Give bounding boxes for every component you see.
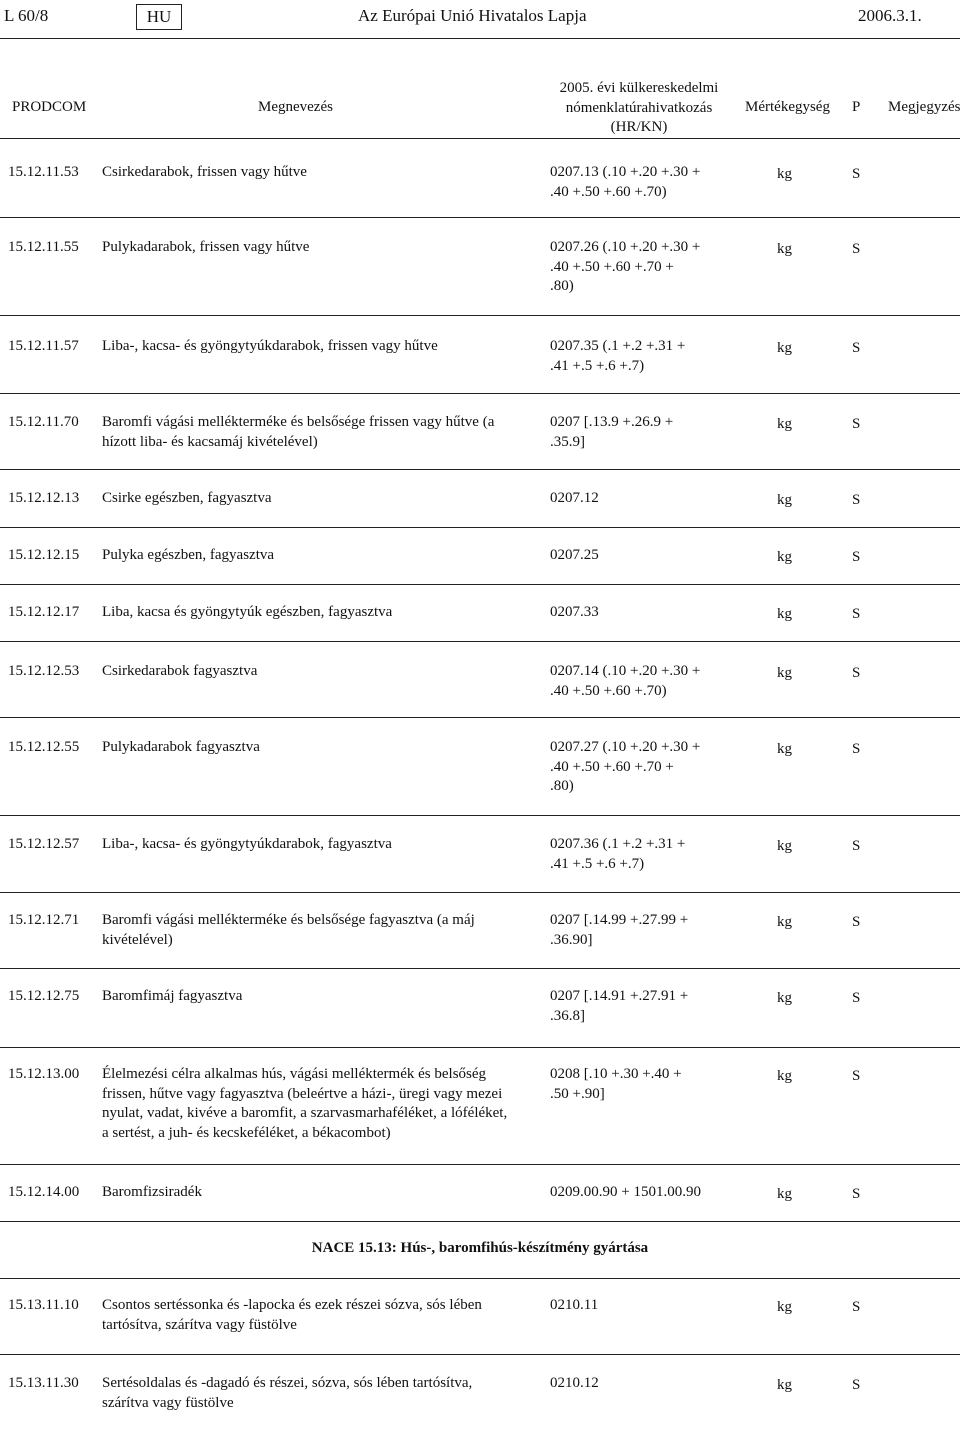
unit-value: kg: [777, 606, 792, 622]
p-value: S: [852, 340, 861, 356]
unit-value: kg: [777, 1299, 792, 1315]
row-divider: [0, 1047, 960, 1048]
unit-value: kg: [777, 665, 792, 681]
description-text: Csirkedarabok, frissen vagy hűtve: [102, 164, 307, 180]
header-divider: [0, 138, 960, 139]
unit-value: kg: [777, 340, 792, 356]
p-value: S: [852, 416, 861, 432]
p-value: S: [852, 914, 861, 930]
hrkn-reference: 0208 [.10 +.30 +.40 +: [550, 1066, 682, 1082]
row-divider: [0, 469, 960, 470]
hrkn-reference: .40 +.50 +.60 +.70 +: [550, 258, 674, 275]
description-text: Pulykadarabok fagyasztva: [102, 739, 260, 755]
column-header-hrkn: 2005. évi külkereskedelmi nómenklatúrahivatkozás (HR/KN): [559, 80, 719, 135]
p-value: S: [852, 166, 861, 182]
description-text: Liba-, kacsa- és gyöngytyúkdarabok, frissen vagy hűtve: [102, 338, 438, 354]
description-text: Liba, kacsa és gyöngytyúk egészben, fagyasztva: [102, 604, 393, 620]
column-header-unit: Mértékegység: [745, 99, 830, 115]
description-text: hízott liba- és kacsamáj kivételével): [102, 433, 318, 450]
p-value: S: [852, 492, 861, 508]
p-value: S: [852, 241, 861, 257]
p-value: S: [852, 549, 861, 565]
column-header-note: Megjegyzés: [888, 99, 960, 115]
row-divider: [0, 641, 960, 642]
hrkn-reference: .36.90]: [550, 931, 593, 948]
hrkn-reference: .35.9]: [550, 433, 585, 450]
prodcom-code: 15.13.11.30: [8, 1375, 79, 1391]
row-divider: [0, 217, 960, 218]
page-reference: L 60/8: [4, 6, 49, 25]
hrkn-reference: 0207 [.14.91 +.27.91 +: [550, 988, 689, 1004]
hrkn-reference: .41 +.5 +.6 +.7): [550, 855, 645, 872]
hrkn-reference: 0207.14 (.10 +.20 +.30 +: [550, 663, 701, 679]
prodcom-code: 15.12.12.13: [8, 490, 80, 506]
hrkn-reference: 0207.35 (.1 +.2 +.31 +: [550, 338, 686, 354]
hrkn-reference: .80): [550, 778, 574, 794]
prodcom-code: 15.12.11.55: [8, 239, 79, 255]
prodcom-code: 15.12.12.57: [8, 836, 80, 852]
unit-value: kg: [777, 990, 792, 1006]
p-value: S: [852, 1186, 861, 1202]
description-text: Élelmezési célra alkalmas hús, vágási melléktermék és belsőség: [102, 1066, 487, 1082]
prodcom-code: 15.12.12.53: [8, 663, 80, 679]
hrkn-reference: .50 +.90]: [550, 1085, 605, 1102]
description-text: Baromfizsiradék: [102, 1184, 202, 1200]
unit-value: kg: [777, 549, 792, 565]
p-value: S: [852, 990, 861, 1006]
hrkn-reference: .41 +.5 +.6 +.7): [550, 357, 645, 374]
row-divider: [0, 968, 960, 969]
description-text: Sertésoldalas és -dagadó és részei, sózva, sós lében tartósítva,: [102, 1375, 473, 1391]
prodcom-code: 15.12.13.00: [8, 1066, 80, 1082]
hrkn-reference: .40 +.50 +.60 +.70 +: [550, 758, 674, 775]
hrkn-reference: 0207 [.14.99 +.27.99 +: [550, 912, 689, 928]
journal-title: Az Európai Unió Hivatalos Lapja: [358, 6, 587, 25]
description-text: szárítva vagy füstölve: [102, 1394, 234, 1411]
p-value: S: [852, 1068, 861, 1084]
row-divider: [0, 717, 960, 718]
unit-value: kg: [777, 741, 792, 757]
hrkn-reference: 0210.12: [550, 1375, 599, 1391]
row-divider: [0, 527, 960, 528]
unit-value: kg: [777, 166, 792, 182]
row-divider: [0, 584, 960, 585]
section-title: NACE 15.13: Hús-, baromfihús-készítmény gyártása: [311, 1240, 649, 1256]
hrkn-reference: .80): [550, 278, 574, 294]
description-text: Pulyka egészben, fagyasztva: [102, 547, 275, 563]
hrkn-reference: 0207.27 (.10 +.20 +.30 +: [550, 739, 701, 755]
prodcom-code: 15.12.12.75: [8, 988, 80, 1004]
description-text: Baromfi vágási mellékterméke és belsősége frissen vagy hűtve (a: [102, 414, 495, 430]
hrkn-reference: 0209.00.90 + 1501.00.90: [550, 1184, 701, 1200]
description-text: Csirke egészben, fagyasztva: [102, 490, 272, 506]
row-divider: [0, 1164, 960, 1165]
description-text: Baromfimáj fagyasztva: [102, 988, 243, 1004]
description-text: a sertést, a juh- és kecskeféléket, a békacombot): [102, 1124, 391, 1141]
row-divider: [0, 1354, 960, 1355]
description-text: Pulykadarabok, frissen vagy hűtve: [102, 239, 310, 255]
unit-value: kg: [777, 838, 792, 854]
description-text: frissen, hűtve vagy fagyasztva (beleértve a házi-, üregi vagy mezei: [102, 1085, 503, 1102]
hrkn-reference: 0210.11: [550, 1297, 599, 1313]
row-divider: [0, 1221, 960, 1222]
hrkn-reference: .40 +.50 +.60 +.70): [550, 183, 667, 200]
description-text: Csirkedarabok fagyasztva: [102, 663, 258, 679]
p-value: S: [852, 665, 861, 681]
column-header-prodcom: PRODCOM: [12, 99, 87, 115]
p-value: S: [852, 1377, 861, 1393]
unit-value: kg: [777, 241, 792, 257]
hrkn-reference: 0207.25: [550, 547, 599, 563]
p-value: S: [852, 838, 861, 854]
prodcom-code: 15.13.11.10: [8, 1297, 79, 1313]
hrkn-reference: 0207.12: [550, 490, 599, 506]
description-text: Csontos sertéssonka és -lapocka és ezek részei sózva, sós lében: [102, 1297, 482, 1313]
row-divider: [0, 815, 960, 816]
description-text: tartósítva, szárítva vagy füstölve: [102, 1316, 297, 1333]
row-divider: [0, 315, 960, 316]
p-value: S: [852, 1299, 861, 1315]
description-text: Liba-, kacsa- és gyöngytyúkdarabok, fagyasztva: [102, 836, 392, 852]
unit-value: kg: [777, 1068, 792, 1084]
prodcom-code: 15.12.11.57: [8, 338, 79, 354]
unit-value: kg: [777, 492, 792, 508]
unit-value: kg: [777, 416, 792, 432]
p-value: S: [852, 741, 861, 757]
hrkn-reference: 0207.33: [550, 604, 599, 620]
prodcom-code: 15.12.11.70: [8, 414, 79, 430]
hrkn-reference: 0207.13 (.10 +.20 +.30 +: [550, 164, 701, 180]
p-value: S: [852, 606, 861, 622]
prodcom-code: 15.12.12.71: [8, 912, 80, 928]
description-text: kivételével): [102, 931, 173, 948]
hrkn-reference: 0207 [.13.9 +.26.9 +: [550, 414, 674, 430]
page-header: [0, 0, 960, 39]
hrkn-reference: 0207.36 (.1 +.2 +.31 +: [550, 836, 686, 852]
column-header-megnevezes: Megnevezés: [258, 99, 333, 115]
row-divider: [0, 393, 960, 394]
language-code-box: HU: [136, 4, 182, 30]
description-text: Baromfi vágási mellékterméke és belsősége fagyasztva (a máj: [102, 912, 475, 928]
hrkn-reference: .40 +.50 +.60 +.70): [550, 682, 667, 699]
description-text: nyulat, vadat, kivéve a baromfit, a szarvasmarhaféléket, a lóféléket,: [102, 1105, 508, 1121]
unit-value: kg: [777, 914, 792, 930]
hrkn-reference: .36.8]: [550, 1007, 585, 1024]
hrkn-reference: 0207.26 (.10 +.20 +.30 +: [550, 239, 701, 255]
unit-value: kg: [777, 1186, 792, 1202]
column-header-p: P: [852, 99, 861, 115]
prodcom-code: 15.12.12.55: [8, 739, 80, 755]
prodcom-code: 15.12.12.15: [8, 547, 80, 563]
prodcom-code: 15.12.14.00: [8, 1184, 80, 1200]
row-divider: [0, 892, 960, 893]
section-divider: [0, 1278, 960, 1279]
unit-value: kg: [777, 1377, 792, 1393]
prodcom-code: 15.12.12.17: [8, 604, 80, 620]
publication-date: 2006.3.1.: [858, 6, 922, 25]
prodcom-code: 15.12.11.53: [8, 164, 79, 180]
